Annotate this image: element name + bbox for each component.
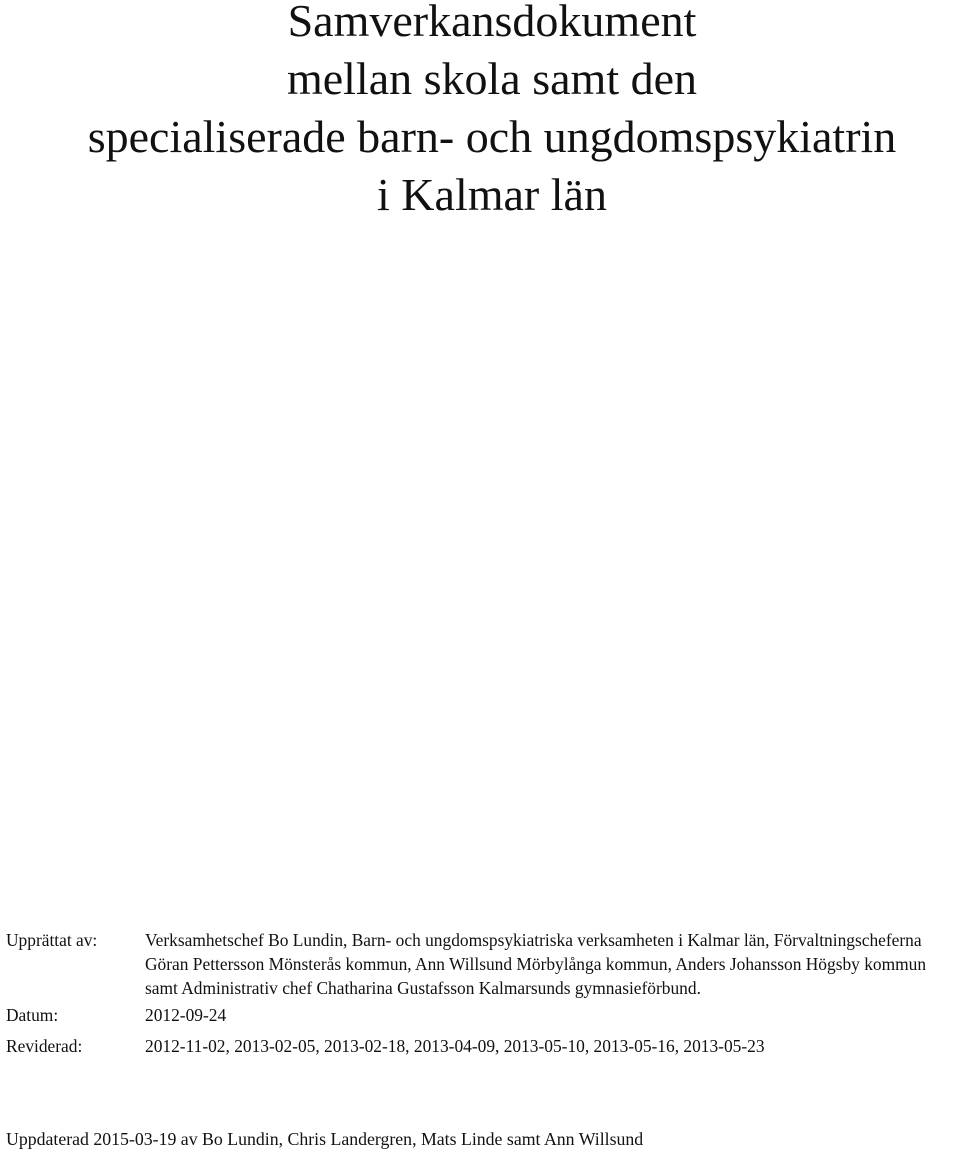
date-row: [6, 1003, 956, 1027]
revised-row: [6, 1034, 956, 1058]
author-value: Verksamhetschef Bo Lundin, Barn- och ungdomspsykiatriska verksamheten i Kalmar län, Förvaltningscheferna Göran Pettersson Mönsterås kommun, Ann Willsund Mörbylånga kommun, Anders Johansson Högsby kommun samt Administrativ chef Chatharina Gustafsson Kalmarsunds gymnasieförbund.: [145, 930, 927, 998]
date-label: Datum:: [6, 1005, 59, 1025]
author-row: [6, 928, 956, 1000]
revised-label: Reviderad:: [6, 1036, 83, 1056]
document-title: [0, 0, 960, 224]
title-line-1: Samverkansdokument: [287, 0, 697, 46]
date-value: 2012-09-24: [145, 1005, 227, 1025]
updated-note: Uppdaterad 2015-03-19 av Bo Lundin, Chris Landergren, Mats Linde samt Ann Willsund: [6, 1129, 644, 1149]
title-line-4: i Kalmar län: [377, 169, 607, 220]
document-metadata: [6, 928, 956, 1058]
title-line-2: mellan skola samt den: [286, 53, 698, 104]
author-label: Upprättat av:: [6, 930, 98, 950]
title-line-3: specialiserade barn- och ungdomspsykiatrin: [87, 111, 897, 162]
revised-value: 2012-11-02, 2013-02-05, 2013-02-18, 2013-04-09, 2013-05-10, 2013-05-16, 2013-05-23: [145, 1036, 765, 1056]
